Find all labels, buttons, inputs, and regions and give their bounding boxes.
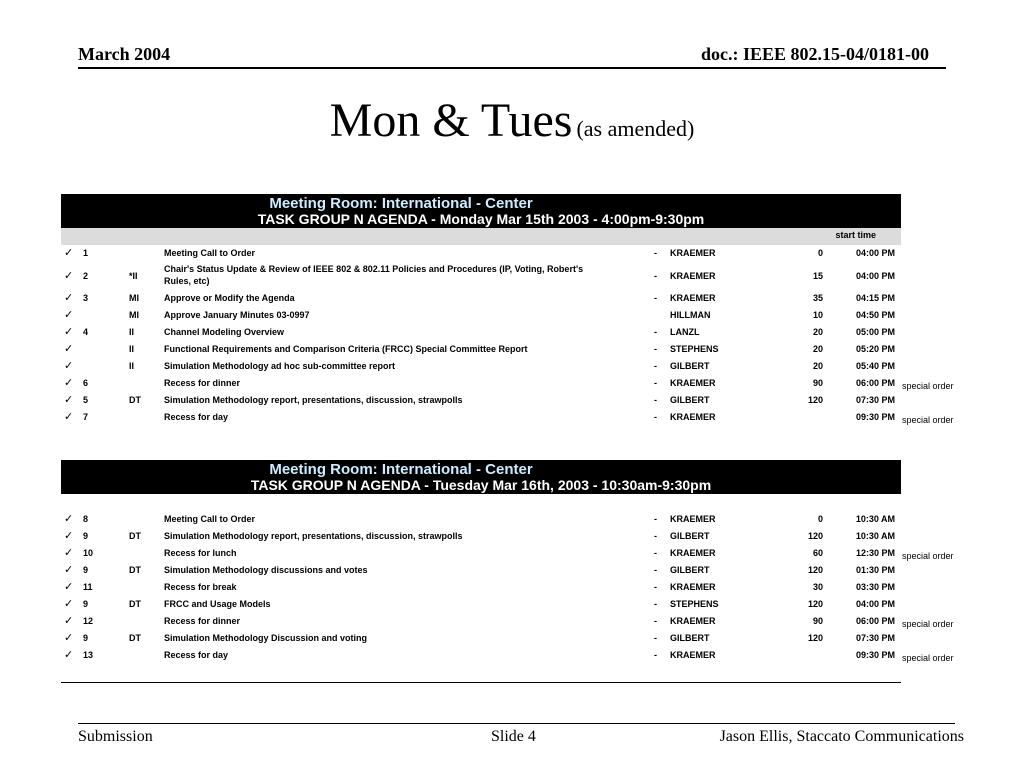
presenter: STEPHENS bbox=[670, 599, 719, 609]
check-icon: ✓ bbox=[64, 377, 74, 389]
item-code: DT bbox=[129, 565, 141, 575]
presenter: KRAEMER bbox=[670, 412, 716, 422]
agenda-item: Recess for lunch bbox=[164, 548, 237, 558]
agenda-item: Simulation Methodology Discussion and voting bbox=[164, 633, 368, 643]
agenda-item: Recess for day bbox=[164, 412, 229, 422]
header-rule bbox=[78, 67, 946, 69]
dash-separator: - bbox=[654, 582, 657, 592]
duration-minutes: 35 bbox=[812, 293, 823, 303]
special-order-note: special order bbox=[902, 653, 954, 663]
duration-minutes: 120 bbox=[807, 599, 823, 609]
footer-submission: Submission bbox=[78, 728, 153, 745]
dash-separator: - bbox=[654, 327, 657, 337]
dash-separator: - bbox=[654, 531, 657, 541]
start-time: 12:30 PM bbox=[855, 548, 895, 558]
check-icon: ✓ bbox=[64, 513, 74, 525]
table-row bbox=[61, 613, 954, 630]
table-row bbox=[61, 341, 901, 358]
item-number: 6 bbox=[83, 378, 89, 388]
agenda-item: Approve January Minutes 03-0997 bbox=[164, 310, 310, 320]
table-end-rule bbox=[61, 682, 901, 683]
header-doc-number: doc.: IEEE 802.15-04/0181-00 bbox=[700, 44, 929, 64]
special-order-note: special order bbox=[902, 381, 954, 391]
table-row bbox=[61, 290, 901, 307]
item-code: DT bbox=[129, 531, 141, 541]
slide-title-main: Mon & Tues bbox=[329, 94, 573, 147]
item-number: 13 bbox=[83, 650, 94, 660]
duration-minutes: 15 bbox=[812, 271, 823, 281]
agenda-item: Simulation Methodology discussions and votes bbox=[164, 565, 368, 575]
duration-minutes: 120 bbox=[807, 395, 823, 405]
presenter: KRAEMER bbox=[670, 650, 716, 660]
duration-minutes: 120 bbox=[807, 565, 823, 575]
agenda-item: Approve or Modify the Agenda bbox=[164, 293, 295, 303]
start-time: 04:00 PM bbox=[855, 271, 895, 281]
dash-separator: - bbox=[654, 548, 657, 558]
monday-agenda-band bbox=[61, 194, 901, 228]
item-number: 5 bbox=[83, 395, 89, 405]
dash-separator: - bbox=[654, 650, 657, 660]
table-row bbox=[61, 630, 901, 647]
duration-minutes: 120 bbox=[807, 531, 823, 541]
item-code: II bbox=[129, 361, 135, 371]
table-row bbox=[61, 392, 901, 409]
item-code: DT bbox=[129, 395, 141, 405]
agenda-item: Chair's Status Update & Review of IEEE 802 & 802.11 Policies and Procedures (IP, Voting, Robert's Rules, etc) bbox=[164, 264, 584, 286]
table-row bbox=[61, 545, 954, 562]
check-icon: ✓ bbox=[64, 411, 74, 423]
duration-minutes: 30 bbox=[812, 582, 823, 592]
start-time: 07:30 PM bbox=[855, 395, 895, 405]
presenter: LANZL bbox=[670, 327, 700, 337]
item-code: DT bbox=[129, 633, 141, 643]
start-time: 03:30 PM bbox=[855, 582, 895, 592]
table-row bbox=[61, 579, 901, 596]
special-order-note: special order bbox=[902, 619, 954, 629]
start-time: 04:00 PM bbox=[855, 248, 895, 258]
presenter: KRAEMER bbox=[670, 271, 716, 281]
duration-minutes: 0 bbox=[817, 248, 823, 258]
agenda-item: Recess for break bbox=[164, 582, 237, 592]
tuesday-agenda-title: TASK GROUP N AGENDA - Tuesday Mar 16th, 2003 - 10:30am-9:30pm bbox=[250, 477, 712, 493]
check-icon: ✓ bbox=[64, 247, 74, 259]
monday-column-header bbox=[61, 228, 901, 245]
agenda-item: Simulation Methodology ad hoc sub-committee report bbox=[164, 361, 396, 371]
check-icon: ✓ bbox=[64, 394, 74, 406]
presenter: GILBERT bbox=[670, 531, 710, 541]
monday-room: Meeting Room: International - Center bbox=[269, 195, 533, 212]
start-time: 09:30 PM bbox=[855, 412, 895, 422]
dash-separator: - bbox=[654, 395, 657, 405]
dash-separator: - bbox=[654, 633, 657, 643]
table-row bbox=[61, 596, 901, 613]
agenda-item: Recess for dinner bbox=[164, 378, 241, 388]
start-time: 04:15 PM bbox=[855, 293, 895, 303]
duration-minutes: 20 bbox=[812, 361, 823, 371]
agenda-item: Meeting Call to Order bbox=[164, 248, 256, 258]
check-icon: ✓ bbox=[64, 581, 74, 593]
start-time: 05:40 PM bbox=[855, 361, 895, 371]
duration-minutes: 10 bbox=[812, 310, 823, 320]
tuesday-agenda-band bbox=[61, 460, 901, 494]
item-number: 11 bbox=[83, 582, 93, 592]
presenter: KRAEMER bbox=[670, 514, 716, 524]
dash-separator: - bbox=[654, 344, 657, 354]
check-icon: ✓ bbox=[64, 270, 74, 282]
agenda-item: Recess for dinner bbox=[164, 616, 241, 626]
table-row bbox=[61, 262, 901, 290]
check-icon: ✓ bbox=[64, 632, 74, 644]
start-time: 01:30 PM bbox=[855, 565, 895, 575]
table-row bbox=[61, 409, 954, 426]
check-icon: ✓ bbox=[64, 326, 74, 338]
table-row bbox=[61, 511, 901, 528]
footer-slide-number: Slide 4 bbox=[491, 728, 536, 745]
presenter: KRAEMER bbox=[670, 582, 716, 592]
check-icon: ✓ bbox=[64, 360, 74, 372]
item-code: DT bbox=[129, 599, 141, 609]
agenda-item: Simulation Methodology report, presentations, discussion, strawpolls bbox=[164, 395, 463, 405]
start-time: 07:30 PM bbox=[855, 633, 895, 643]
special-order-note: special order bbox=[902, 415, 954, 425]
item-code: MI bbox=[129, 293, 139, 303]
presenter: KRAEMER bbox=[670, 293, 716, 303]
dash-separator: - bbox=[654, 378, 657, 388]
table-row bbox=[61, 562, 901, 579]
item-number: 9 bbox=[83, 633, 89, 643]
header-date: March 2004 bbox=[78, 44, 171, 64]
table-row bbox=[61, 324, 901, 341]
item-code: MI bbox=[129, 310, 139, 320]
item-code: II bbox=[129, 344, 135, 354]
item-code: II bbox=[129, 327, 135, 337]
item-number: 12 bbox=[83, 616, 94, 626]
presenter: GILBERT bbox=[670, 565, 710, 575]
slide-title bbox=[0, 93, 1024, 148]
start-time: 06:00 PM bbox=[855, 616, 895, 626]
start-time: 04:50 PM bbox=[855, 310, 895, 320]
presenter: GILBERT bbox=[670, 395, 710, 405]
start-time-label: start time bbox=[835, 230, 876, 240]
item-number: 3 bbox=[83, 293, 89, 303]
table-row bbox=[61, 307, 901, 324]
presenter: STEPHENS bbox=[670, 344, 719, 354]
tuesday-room: Meeting Room: International - Center bbox=[269, 461, 533, 478]
table-row bbox=[61, 358, 901, 375]
item-number: 10 bbox=[83, 548, 94, 558]
table-row bbox=[61, 245, 901, 262]
dash-separator: - bbox=[654, 599, 657, 609]
item-code: *II bbox=[129, 271, 138, 281]
presenter: KRAEMER bbox=[670, 616, 716, 626]
item-number: 9 bbox=[83, 599, 89, 609]
duration-minutes: 120 bbox=[807, 633, 823, 643]
dash-separator: - bbox=[654, 565, 657, 575]
duration-minutes: 60 bbox=[812, 548, 823, 558]
duration-minutes: 20 bbox=[812, 327, 823, 337]
table-row bbox=[61, 375, 954, 392]
agenda-item: Functional Requirements and Comparison Criteria (FRCC) Special Committee Report bbox=[164, 344, 528, 354]
presenter: KRAEMER bbox=[670, 378, 716, 388]
agenda-item: FRCC and Usage Models bbox=[164, 599, 271, 609]
check-icon: ✓ bbox=[64, 309, 74, 321]
footer-author: Jason Ellis, Staccato Communications bbox=[719, 728, 964, 745]
item-number: 8 bbox=[83, 514, 89, 524]
duration-minutes: 90 bbox=[812, 616, 823, 626]
check-icon: ✓ bbox=[64, 564, 74, 576]
agenda-item: Meeting Call to Order bbox=[164, 514, 256, 524]
duration-minutes: 0 bbox=[817, 514, 823, 524]
start-time: 04:00 PM bbox=[855, 599, 895, 609]
check-icon: ✓ bbox=[64, 547, 74, 559]
item-number: 4 bbox=[83, 327, 89, 337]
footer-rule bbox=[78, 723, 955, 724]
duration-minutes: 90 bbox=[812, 378, 823, 388]
start-time: 05:20 PM bbox=[855, 344, 895, 354]
item-number: 9 bbox=[83, 565, 89, 575]
duration-minutes: 20 bbox=[812, 344, 823, 354]
agenda-item: Recess for day bbox=[164, 650, 229, 660]
dash-separator: - bbox=[654, 248, 657, 258]
check-icon: ✓ bbox=[64, 292, 74, 304]
presenter: HILLMAN bbox=[670, 310, 711, 320]
start-time: 09:30 PM bbox=[855, 650, 895, 660]
dash-separator: - bbox=[654, 293, 657, 303]
start-time: 10:30 AM bbox=[855, 514, 895, 524]
start-time: 05:00 PM bbox=[855, 327, 895, 337]
presenter: GILBERT bbox=[670, 361, 710, 371]
agenda-item: Simulation Methodology report, presentations, discussion, strawpolls bbox=[164, 531, 463, 541]
presenter: KRAEMER bbox=[670, 548, 716, 558]
presenter: KRAEMER bbox=[670, 248, 716, 258]
agenda-item: Channel Modeling Overview bbox=[164, 327, 285, 337]
dash-separator: - bbox=[654, 616, 657, 626]
monday-agenda-title: TASK GROUP N AGENDA - Monday Mar 15th 2003 - 4:00pm-9:30pm bbox=[257, 211, 705, 227]
item-number: 1 bbox=[83, 248, 89, 258]
check-icon: ✓ bbox=[64, 598, 74, 610]
item-number: 2 bbox=[83, 271, 89, 281]
table-row bbox=[61, 647, 954, 664]
check-icon: ✓ bbox=[64, 649, 74, 661]
start-time: 06:00 PM bbox=[855, 378, 895, 388]
presenter: GILBERT bbox=[670, 633, 710, 643]
table-row bbox=[61, 528, 901, 545]
check-icon: ✓ bbox=[64, 530, 74, 542]
check-icon: ✓ bbox=[64, 343, 74, 355]
dash-separator: - bbox=[654, 271, 657, 281]
slide-title-sub: (as amended) bbox=[576, 116, 695, 141]
dash-separator: - bbox=[654, 412, 657, 422]
dash-separator: - bbox=[654, 361, 657, 371]
item-number: 9 bbox=[83, 531, 89, 541]
start-time: 10:30 AM bbox=[855, 531, 895, 541]
dash-separator: - bbox=[654, 514, 657, 524]
item-number: 7 bbox=[83, 412, 89, 422]
check-icon: ✓ bbox=[64, 615, 74, 627]
special-order-note: special order bbox=[902, 551, 954, 561]
